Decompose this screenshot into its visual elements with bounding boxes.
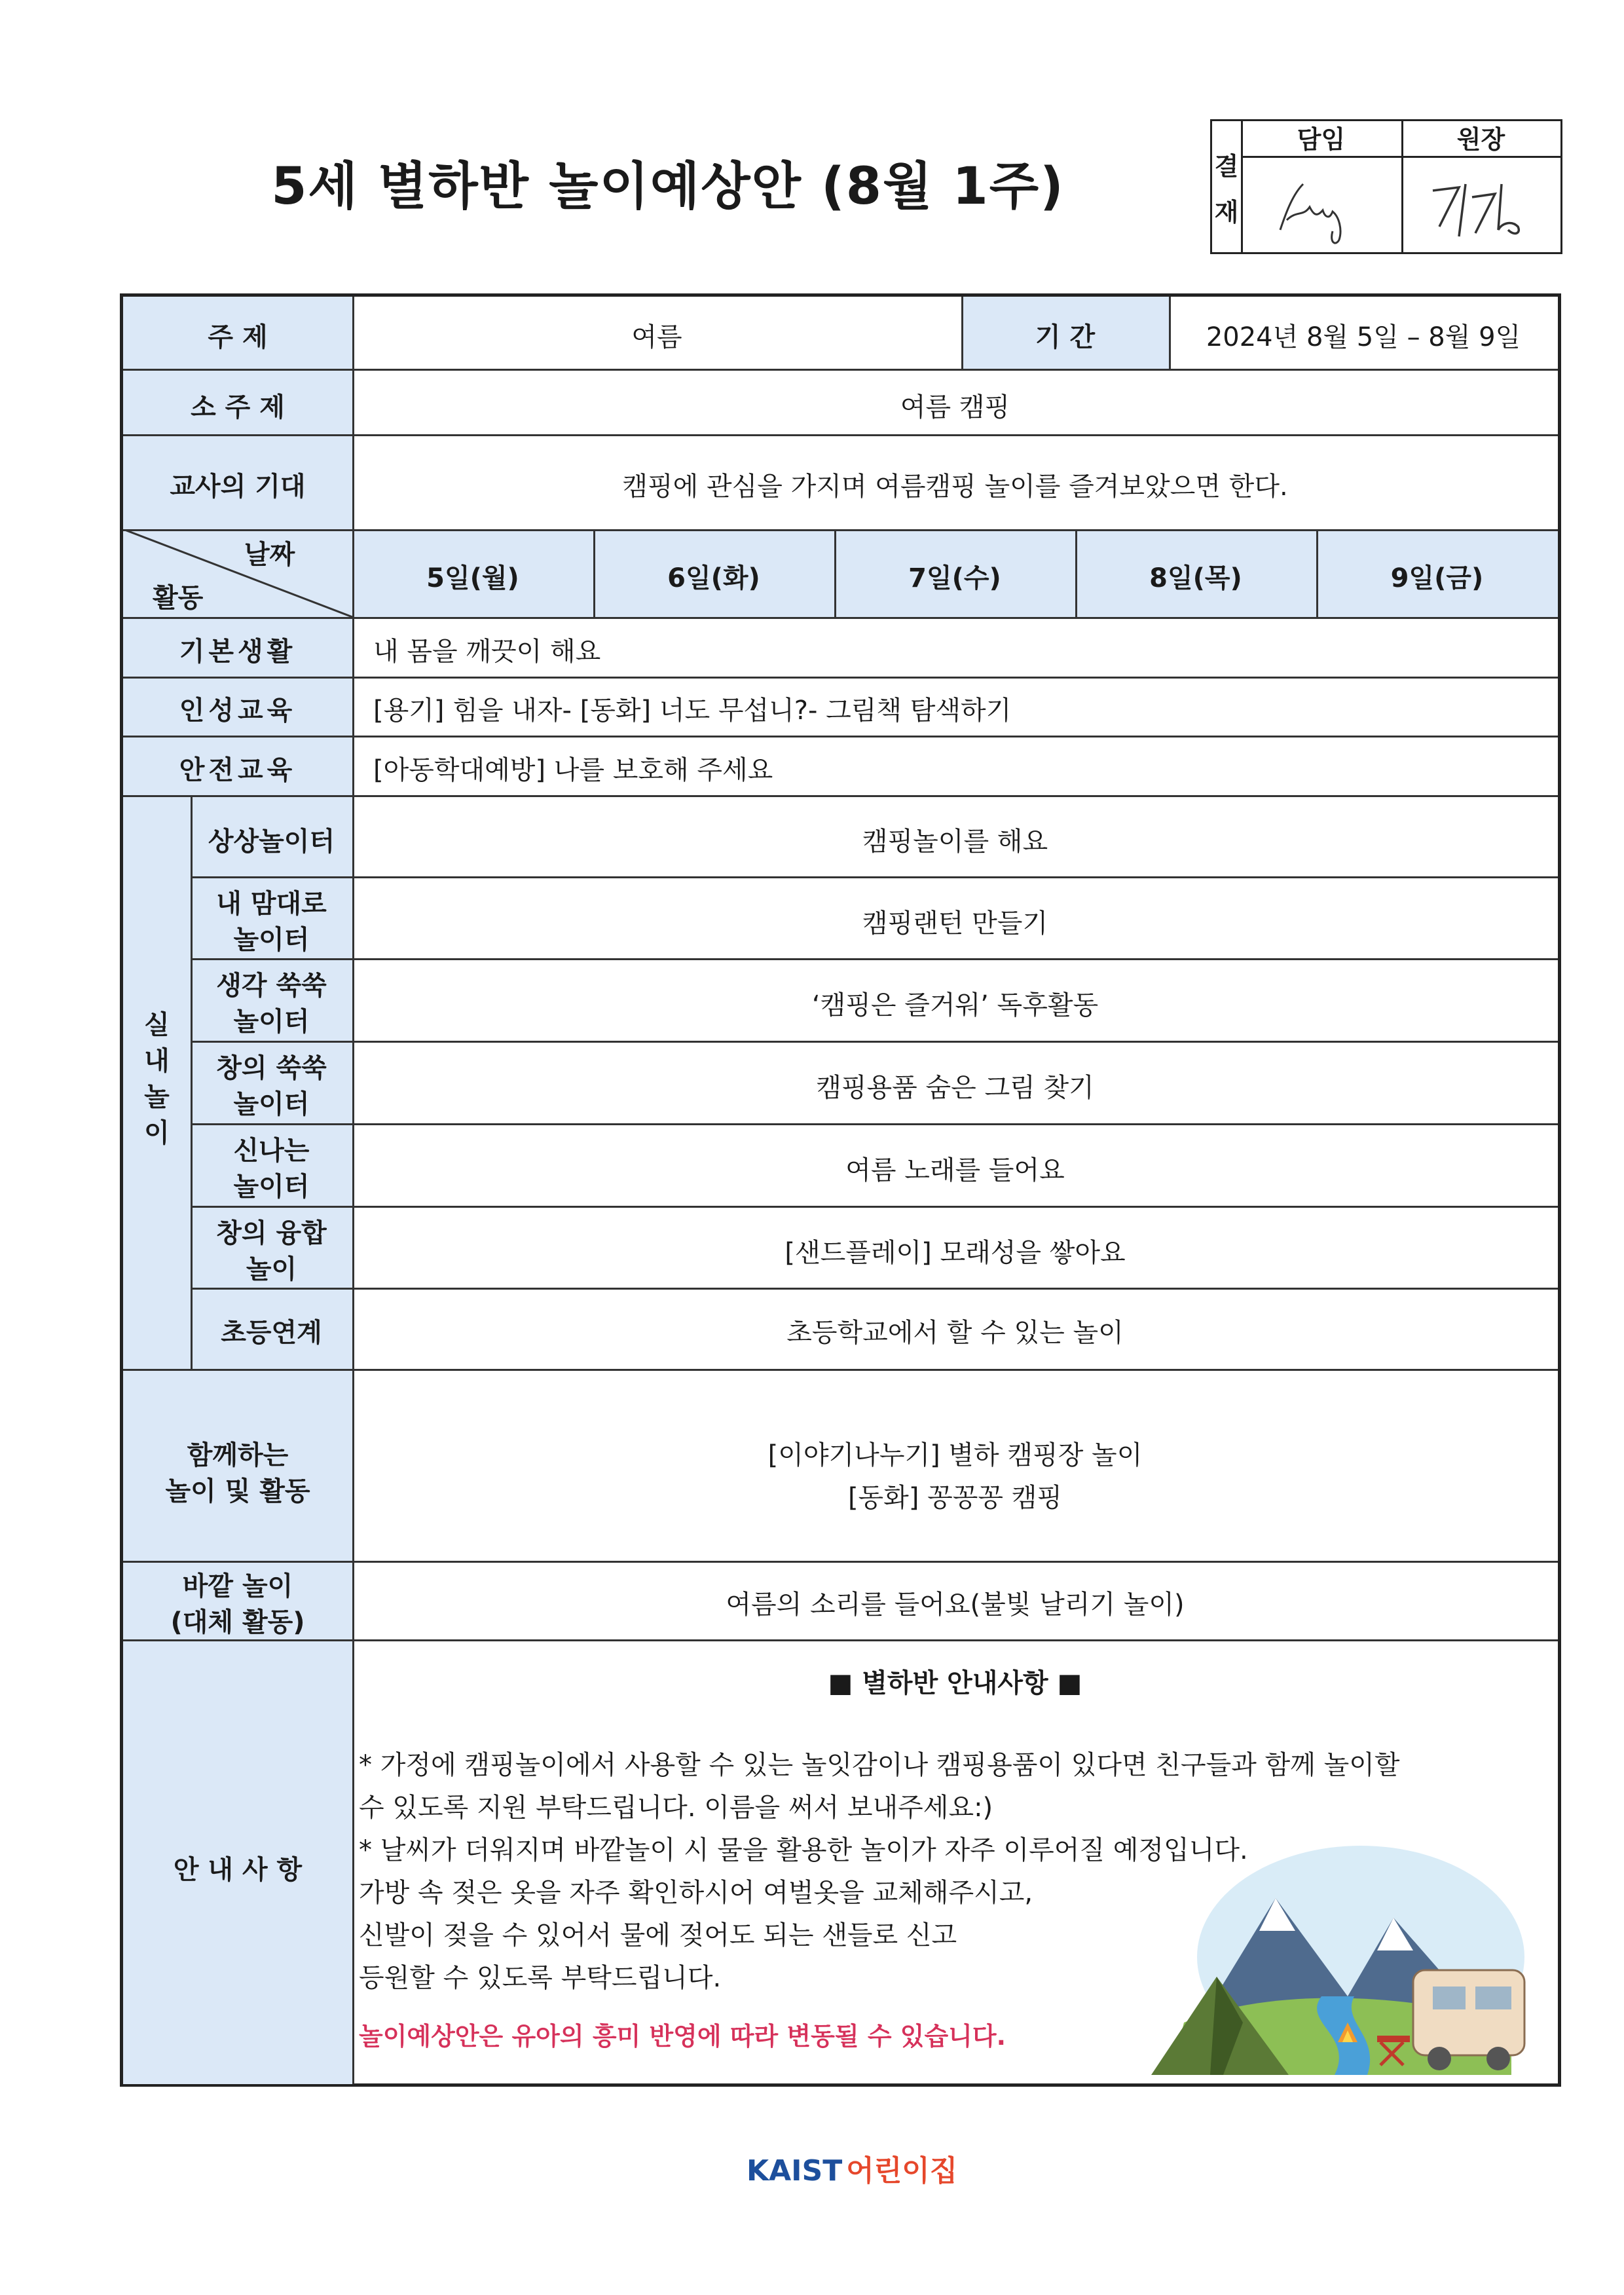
indoor-5-label-line2: 놀이	[246, 1254, 297, 1284]
indoor-1-value: 캠핑랜턴 만들기	[862, 908, 1048, 939]
row-line	[191, 1206, 1558, 1208]
indoor-6-label: 초등연계	[221, 1318, 322, 1348]
together-value-line1: [이야기나누기] 별하 캠핑장 놀이	[767, 1440, 1143, 1470]
row-line	[191, 1288, 1558, 1290]
row-line	[123, 677, 1558, 679]
kaist-logo	[747, 2147, 957, 2189]
approval-box	[1210, 119, 1562, 254]
row-line	[123, 736, 1558, 737]
day-friday: 9일(금)	[1390, 563, 1484, 593]
day-wednesday: 7일(수)	[908, 563, 1001, 593]
notice-line-1: * 가정에 캠핑놀이에서 사용할 수 있는 놀잇감이나 캠핑용품이 있다면 친구들과 함께 놀이할	[359, 1750, 1400, 1780]
character-value: [용기] 힘을 내자- [동화] 너도 무섭니?- 그림책 탐색하기	[373, 696, 1012, 726]
approval-side	[1212, 121, 1243, 252]
indoor-label-2: 내	[144, 1046, 170, 1076]
indoor-1-label-line2: 놀이터	[233, 925, 310, 955]
row-line	[191, 1123, 1558, 1125]
row-line	[123, 529, 1558, 531]
notice-line-6: 등원할 수 있도록 부탁드립니다.	[359, 1963, 722, 1993]
safety-label: 안전교육	[179, 755, 297, 785]
row-line	[123, 617, 1558, 619]
outdoor-label-line2: (대체 활동)	[170, 1607, 305, 1637]
indoor-1-label-line1: 내 맘대로	[216, 889, 327, 919]
period-value: 2024년 8월 5일 – 8월 9일	[1206, 322, 1521, 352]
notice-title: ■ 별하반 안내사항 ■	[828, 1668, 1082, 1698]
together-label-line2: 놀이 및 활동	[165, 1476, 310, 1506]
plan-table	[120, 293, 1561, 2087]
indoor-3-label-line1: 창의 쑥쑥	[216, 1053, 327, 1083]
notice-line-3: * 날씨가 더워지며 바깥놀이 시 물을 활용한 놀이가 자주 이루어질 예정입니다.	[359, 1835, 1248, 1865]
indoor-0-label: 상상놀이터	[208, 827, 335, 857]
expectation-value: 캠핑에 관심을 가지며 여름캠핑 놀이를 즐겨보았으면 한다.	[622, 472, 1288, 502]
character-label: 인성교육	[179, 696, 297, 726]
approval-director-header: 원장	[1401, 121, 1560, 158]
indoor-label-3: 놀	[144, 1082, 170, 1112]
together-label-line1: 함께하는	[187, 1440, 289, 1470]
header-activity-label: 활동	[153, 583, 204, 613]
indoor-3-label-line2: 놀이터	[233, 1089, 310, 1119]
notice-warning: 놀이예상안은 유아의 흥미 반영에 따라 변동될 수 있습니다.	[359, 2022, 1006, 2051]
day-monday: 5일(월)	[426, 563, 519, 593]
indoor-4-label-line1: 신나는	[233, 1136, 310, 1166]
approval-side-top: 결	[1214, 152, 1239, 181]
expectation-label: 교사의 기대	[170, 472, 306, 502]
row-line	[123, 1561, 1558, 1563]
teacher-signature	[1241, 158, 1401, 254]
outdoor-value: 여름의 소리를 들어요(불빛 날리기 놀이)	[726, 1590, 1185, 1620]
indoor-5-label-line1: 창의 융합	[216, 1218, 327, 1248]
notice-line-4: 가방 속 젖은 옷을 자주 확인하시어 여벌옷을 교체해주시고,	[359, 1878, 1033, 1908]
row-line	[191, 1041, 1558, 1043]
logo-en: KAIST	[747, 2154, 843, 2188]
indoor-4-label-line2: 놀이터	[233, 1172, 310, 1202]
indoor-label-4: 이	[144, 1118, 170, 1148]
indoor-3-value: 캠핑용품 숨은 그림 찾기	[816, 1073, 1094, 1103]
page-title: 5세 별하반 놀이예상안 (8월 1주)	[271, 157, 1065, 216]
row-line	[191, 876, 1558, 878]
together-value-line2: [동화] 꽁꽁꽁 캠핑	[847, 1483, 1063, 1513]
camping-illustration	[1145, 1826, 1531, 2081]
indoor-6-value: 초등학교에서 할 수 있는 놀이	[786, 1318, 1124, 1348]
indoor-2-label-line2: 놀이터	[233, 1007, 310, 1037]
day-tuesday: 6일(화)	[667, 563, 760, 593]
indoor-4-value: 여름 노래를 들어요	[845, 1155, 1065, 1185]
row-line	[123, 795, 1558, 797]
notice-line-2: 수 있도록 지원 부탁드립니다. 이름을 써서 보내주세요:)	[359, 1793, 993, 1823]
indoor-5-value: [샌드플레이] 모래성을 쌓아요	[784, 1238, 1126, 1268]
indoor-2-value: ‘캠핑은 즐거워’ 독후활동	[811, 990, 1099, 1020]
subtheme-value: 여름 캠핑	[900, 392, 1010, 422]
day-thursday: 8일(목)	[1149, 563, 1242, 593]
row-line	[123, 434, 1558, 436]
indoor-2-label-line1: 생각 쑥쑥	[216, 971, 327, 1001]
subtheme-label: 소 주 제	[191, 392, 285, 422]
notice-label: 안 내 사 항	[173, 1855, 303, 1885]
outdoor-label-line1: 바깥 놀이	[182, 1571, 293, 1601]
indoor-label-1: 실	[144, 1010, 170, 1040]
director-signature	[1403, 158, 1560, 254]
row-line	[123, 1369, 1558, 1371]
approval-side-bottom: 재	[1214, 198, 1239, 227]
notice-line-5: 신발이 젖을 수 있어서 물에 젖어도 되는 샌들로 신고	[359, 1920, 957, 1950]
basic-life-label: 기본생활	[179, 637, 297, 667]
row-line	[123, 1639, 1558, 1641]
logo-ko: 어린이집	[846, 2154, 958, 2188]
indoor-0-value: 캠핑놀이를 해요	[862, 827, 1048, 857]
period-label: 기 간	[1035, 322, 1096, 352]
row-line	[123, 369, 1558, 371]
row-line	[191, 958, 1558, 960]
header-date-label: 날짜	[244, 540, 295, 570]
theme-value: 여름	[631, 322, 682, 352]
basic-life-value: 내 몸을 깨끗이 해요	[373, 637, 601, 667]
safety-value: [아동학대예방] 나를 보호해 주세요	[373, 755, 773, 785]
approval-teacher-header: 담임	[1241, 121, 1401, 158]
theme-label: 주 제	[208, 322, 268, 352]
